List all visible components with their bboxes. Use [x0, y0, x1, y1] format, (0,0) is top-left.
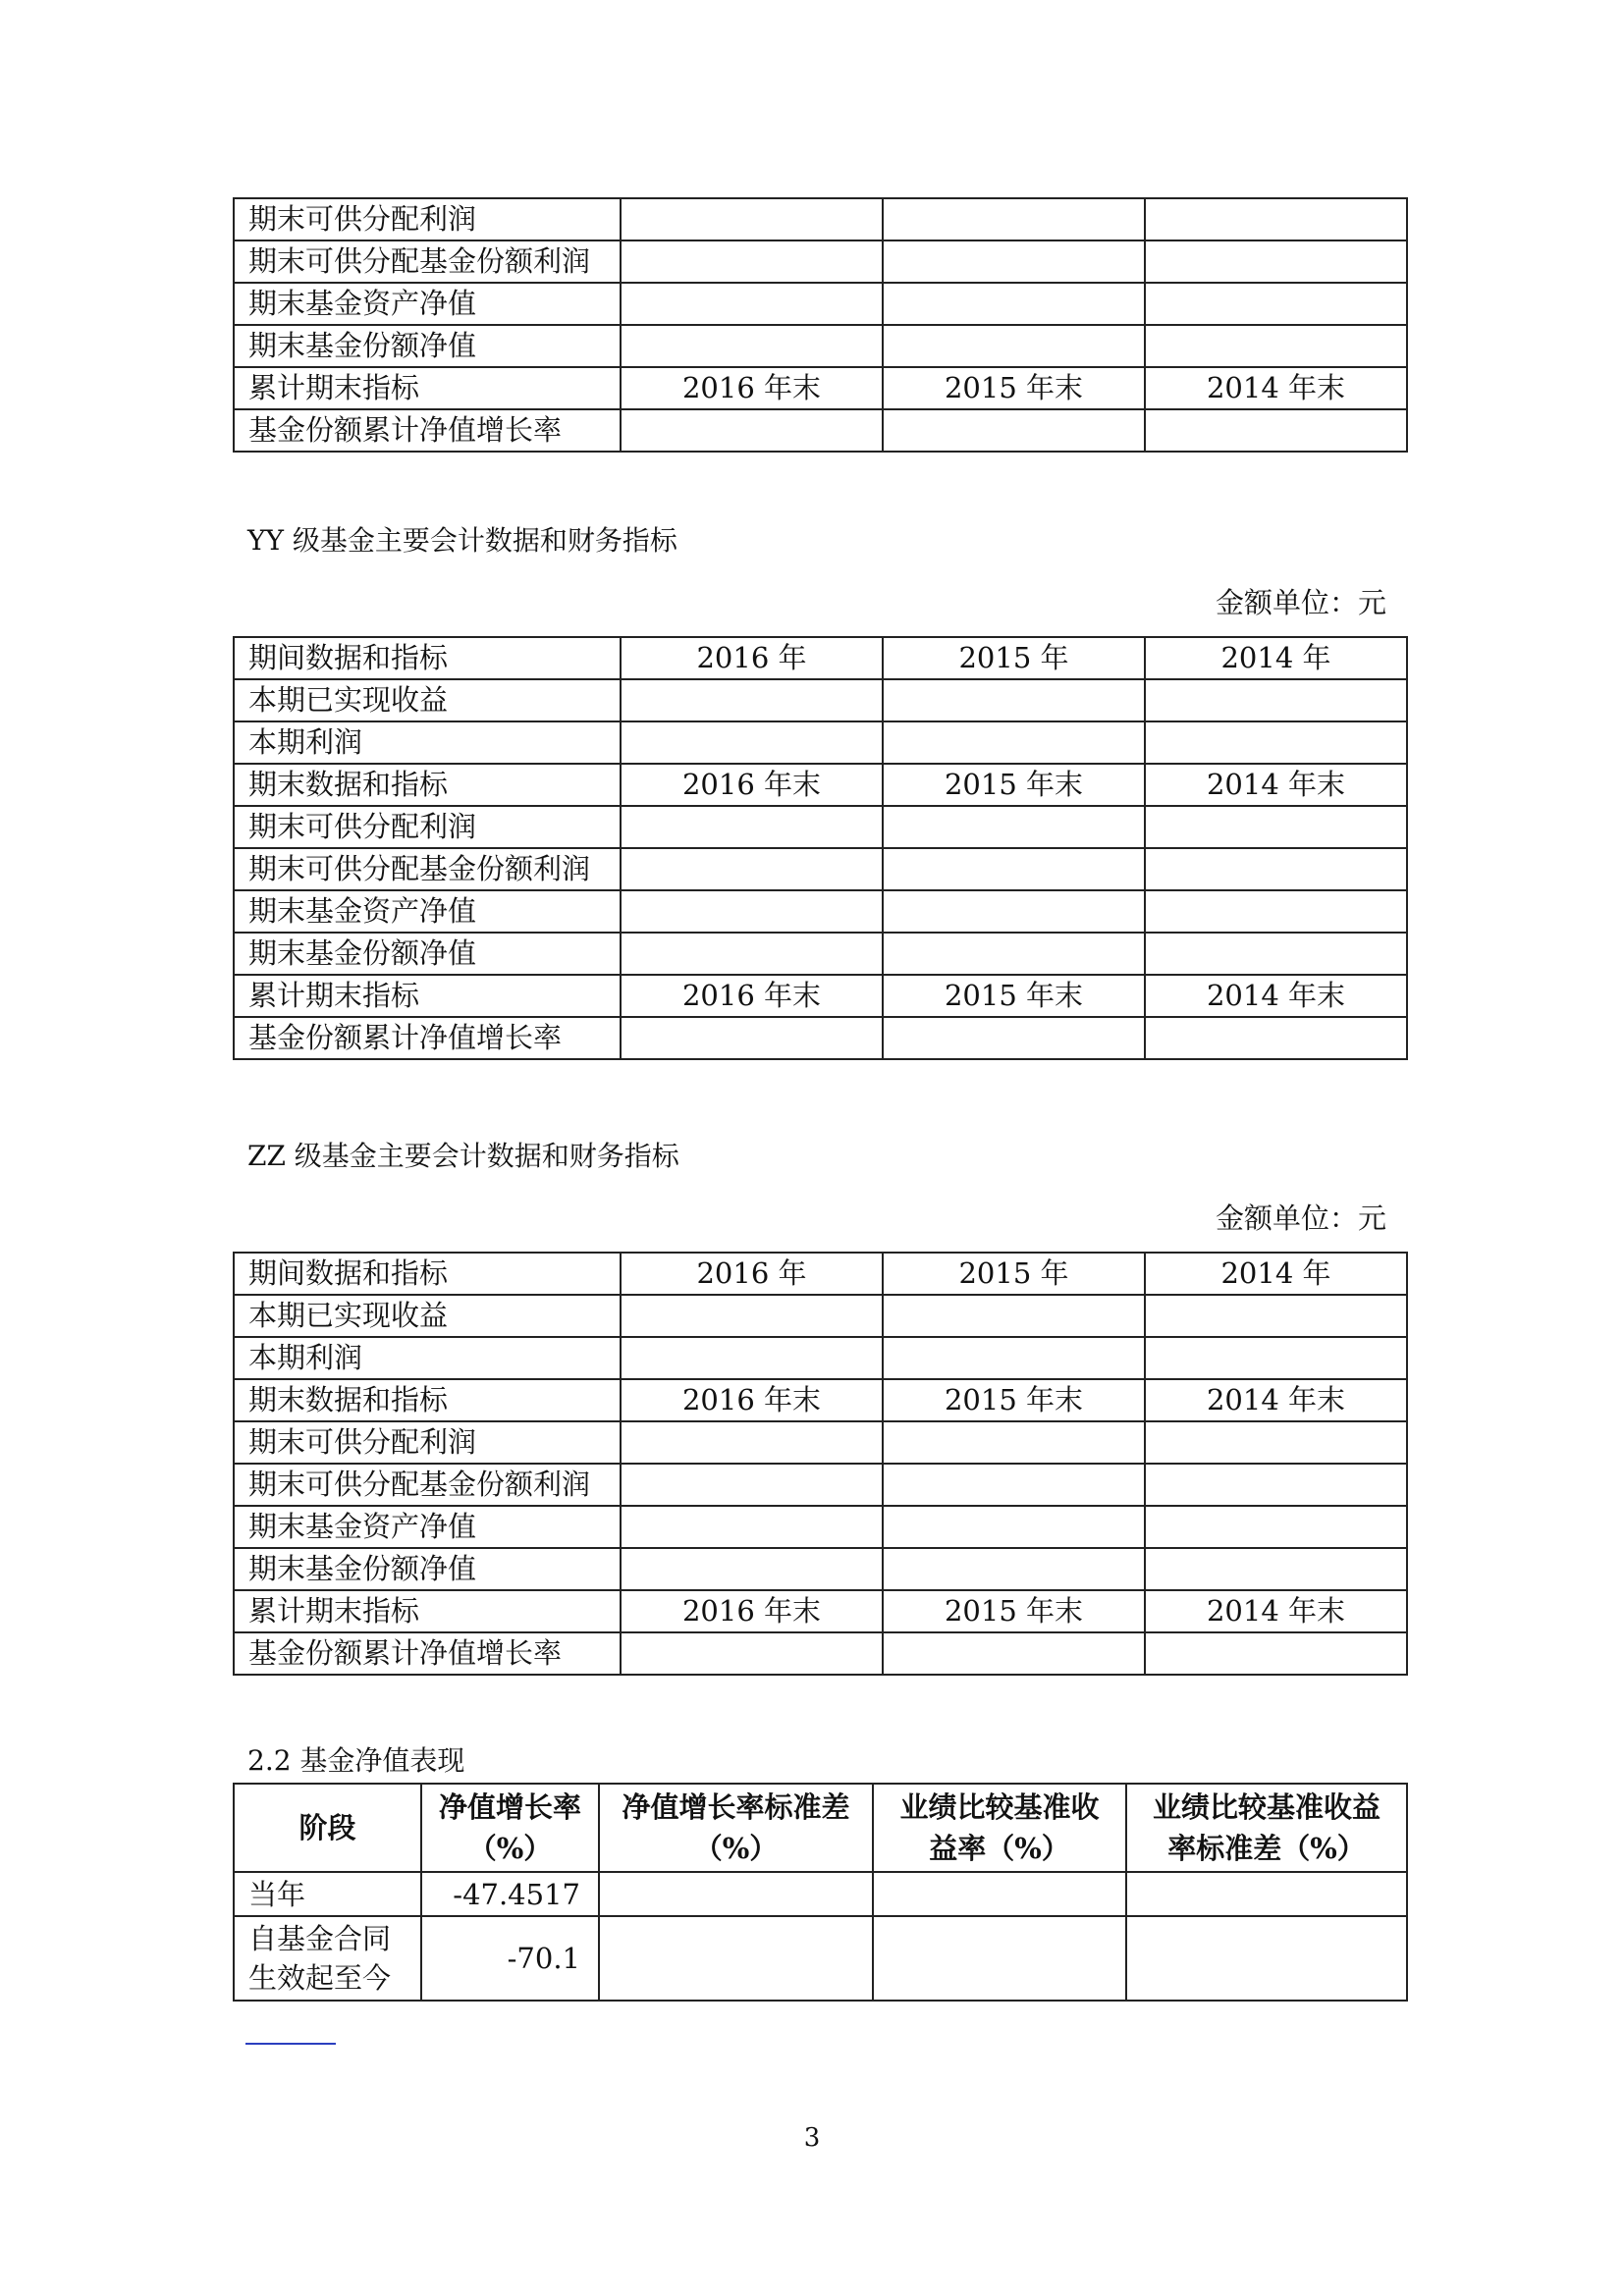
table-row [234, 1590, 1407, 1632]
value-cell [883, 240, 1145, 283]
value-cell: 2016 年末 [621, 975, 883, 1017]
row-label-cell: 本期利润 [234, 721, 621, 764]
table-row [234, 764, 1407, 806]
value-cell [621, 1506, 883, 1548]
table-row [234, 1379, 1407, 1421]
value-cell [621, 1548, 883, 1590]
table-row [234, 1548, 1407, 1590]
value-cell [1145, 806, 1407, 848]
value-cell [1145, 721, 1407, 764]
value-cell [621, 1421, 883, 1464]
perf-row-since-inception [234, 1916, 1407, 2001]
value-cell [883, 409, 1145, 452]
table-row [234, 325, 1407, 367]
row-label-cell: 基金份额累计净值增长率 [234, 409, 621, 452]
row-label-cell: 期末可供分配基金份额利润 [234, 848, 621, 890]
table-row [234, 240, 1407, 283]
page-number: 3 [803, 2123, 821, 2153]
row-label-cell: 期末可供分配基金份额利润 [234, 240, 621, 283]
table-row [234, 198, 1407, 240]
row-label-cell: 期末可供分配利润 [234, 1421, 621, 1464]
footnote-separator [245, 2043, 336, 2045]
value-cell [883, 1464, 1145, 1506]
table-row [234, 409, 1407, 452]
value-cell [883, 806, 1145, 848]
value-cell: 2014 年末 [1145, 367, 1407, 409]
value-cell [883, 848, 1145, 890]
value-cell: 2014 年 [1145, 1253, 1407, 1295]
value-cell [1145, 198, 1407, 240]
value-cell [621, 679, 883, 721]
value-cell [1145, 1548, 1407, 1590]
row-label-cell: 期末基金份额净值 [234, 325, 621, 367]
value-cell: 2015 年末 [883, 367, 1145, 409]
perf-benchmark-std-cell [1126, 1916, 1407, 2001]
row-label-cell: 期末可供分配利润 [234, 806, 621, 848]
row-label-cell: 期末基金资产净值 [234, 890, 621, 933]
value-cell [883, 198, 1145, 240]
value-cell [883, 1017, 1145, 1059]
zz-section-caption: ZZ 级基金主要会计数据和财务指标 [247, 1140, 679, 1172]
value-cell [883, 1295, 1145, 1337]
row-label-cell: 本期已实现收益 [234, 1295, 621, 1337]
value-cell: 2015 年末 [883, 764, 1145, 806]
value-cell [883, 325, 1145, 367]
perf-stage-cell: 自基金合同 生效起至今 [234, 1916, 421, 2001]
yy-section-caption: YY 级基金主要会计数据和财务指标 [247, 524, 677, 557]
value-cell [1145, 325, 1407, 367]
row-label-cell: 累计期末指标 [234, 975, 621, 1017]
value-cell [1145, 848, 1407, 890]
perf-header-stage: 阶段 [234, 1784, 421, 1872]
value-cell: 2016 年 [621, 1253, 883, 1295]
value-cell [883, 1548, 1145, 1590]
value-cell: 2015 年 [883, 1253, 1145, 1295]
table-row [234, 367, 1407, 409]
value-cell [1145, 890, 1407, 933]
yy-amount-unit: 金额单位：元 [1216, 586, 1387, 619]
perf-nav-growth-cell: -47.4517 [421, 1872, 599, 1916]
value-cell [1145, 283, 1407, 325]
table-row [234, 933, 1407, 975]
value-cell [1145, 1632, 1407, 1675]
value-cell [621, 721, 883, 764]
row-label-cell: 期末可供分配利润 [234, 198, 621, 240]
value-cell: 2015 年末 [883, 1590, 1145, 1632]
value-cell [883, 1506, 1145, 1548]
perf-nav-growth-cell: -70.1 [421, 1916, 599, 2001]
value-cell [621, 1295, 883, 1337]
row-label-cell: 累计期末指标 [234, 1590, 621, 1632]
row-label-cell: 本期利润 [234, 1337, 621, 1379]
table-row [234, 806, 1407, 848]
row-label-cell: 期末基金资产净值 [234, 283, 621, 325]
value-cell [621, 890, 883, 933]
table-row [234, 848, 1407, 890]
top-table-body [234, 198, 1407, 452]
value-cell: 2014 年 [1145, 637, 1407, 679]
value-cell [621, 240, 883, 283]
yy-financial-table [233, 636, 1408, 1060]
zz-table-body [234, 1253, 1407, 1675]
row-label-cell: 期间数据和指标 [234, 637, 621, 679]
perf-header-row [234, 1784, 1407, 1872]
value-cell: 2015 年末 [883, 1379, 1145, 1421]
value-cell [621, 1337, 883, 1379]
value-cell [621, 325, 883, 367]
row-label-cell: 基金份额累计净值增长率 [234, 1632, 621, 1675]
value-cell: 2015 年末 [883, 975, 1145, 1017]
value-cell [1145, 409, 1407, 452]
value-cell [621, 1017, 883, 1059]
value-cell [621, 1632, 883, 1675]
row-label-cell: 期末基金份额净值 [234, 933, 621, 975]
perf-header-nav-std: 净值增长率标准差 （%） [599, 1784, 873, 1872]
perf-header-benchmark-std: 业绩比较基准收益 率标准差（%） [1126, 1784, 1407, 1872]
table-row [234, 1506, 1407, 1548]
value-cell [621, 1464, 883, 1506]
row-label-cell: 累计期末指标 [234, 367, 621, 409]
row-label-cell: 期间数据和指标 [234, 1253, 621, 1295]
perf-benchmark-std-cell [1126, 1872, 1407, 1916]
value-cell: 2016 年末 [621, 367, 883, 409]
value-cell [883, 1421, 1145, 1464]
performance-section-caption: 2.2 基金净值表现 [247, 1744, 465, 1777]
value-cell [621, 933, 883, 975]
table-row [234, 679, 1407, 721]
value-cell [883, 721, 1145, 764]
value-cell: 2016 年末 [621, 764, 883, 806]
perf-row-current-year [234, 1872, 1407, 1916]
zz-financial-table [233, 1252, 1408, 1676]
value-cell: 2014 年末 [1145, 764, 1407, 806]
perf-benchmark-cell [873, 1916, 1126, 2001]
value-cell [621, 198, 883, 240]
table-row [234, 1017, 1407, 1059]
nav-performance-table [233, 1783, 1408, 2002]
value-cell [883, 933, 1145, 975]
value-cell [883, 283, 1145, 325]
value-cell: 2014 年末 [1145, 1590, 1407, 1632]
table-row [234, 637, 1407, 679]
row-label-cell: 基金份额累计净值增长率 [234, 1017, 621, 1059]
value-cell [1145, 1337, 1407, 1379]
row-label-cell: 期末可供分配基金份额利润 [234, 1464, 621, 1506]
table-row [234, 1464, 1407, 1506]
value-cell: 2016 年 [621, 637, 883, 679]
perf-header-nav-growth: 净值增长率 （%） [421, 1784, 599, 1872]
table-row [234, 1295, 1407, 1337]
value-cell: 2014 年末 [1145, 975, 1407, 1017]
value-cell [883, 890, 1145, 933]
table-row [234, 890, 1407, 933]
row-label-cell: 期末基金资产净值 [234, 1506, 621, 1548]
value-cell [883, 679, 1145, 721]
table-row [234, 1632, 1407, 1675]
row-label-cell: 期末基金份额净值 [234, 1548, 621, 1590]
perf-benchmark-cell [873, 1872, 1126, 1916]
row-label-cell: 期末数据和指标 [234, 1379, 621, 1421]
value-cell [1145, 933, 1407, 975]
table-row [234, 1421, 1407, 1464]
value-cell [1145, 1421, 1407, 1464]
perf-nav-std-cell [599, 1872, 873, 1916]
value-cell: 2016 年末 [621, 1590, 883, 1632]
top-financial-table [233, 197, 1408, 453]
table-row [234, 283, 1407, 325]
zz-amount-unit: 金额单位：元 [1216, 1201, 1387, 1235]
value-cell: 2016 年末 [621, 1379, 883, 1421]
value-cell: 2015 年 [883, 637, 1145, 679]
value-cell: 2014 年末 [1145, 1379, 1407, 1421]
yy-table-body [234, 637, 1407, 1059]
value-cell [621, 409, 883, 452]
value-cell [1145, 1464, 1407, 1506]
value-cell [1145, 1506, 1407, 1548]
perf-nav-std-cell [599, 1916, 873, 2001]
value-cell [621, 806, 883, 848]
perf-stage-cell: 当年 [234, 1872, 421, 1916]
value-cell [1145, 679, 1407, 721]
table-row [234, 975, 1407, 1017]
row-label-cell: 本期已实现收益 [234, 679, 621, 721]
value-cell [883, 1337, 1145, 1379]
row-label-cell: 期末数据和指标 [234, 764, 621, 806]
value-cell [1145, 240, 1407, 283]
table-row [234, 721, 1407, 764]
value-cell [621, 283, 883, 325]
perf-header-benchmark: 业绩比较基准收 益率（%） [873, 1784, 1126, 1872]
value-cell [1145, 1295, 1407, 1337]
value-cell [621, 848, 883, 890]
value-cell [883, 1632, 1145, 1675]
table-row [234, 1253, 1407, 1295]
value-cell [1145, 1017, 1407, 1059]
table-row [234, 1337, 1407, 1379]
